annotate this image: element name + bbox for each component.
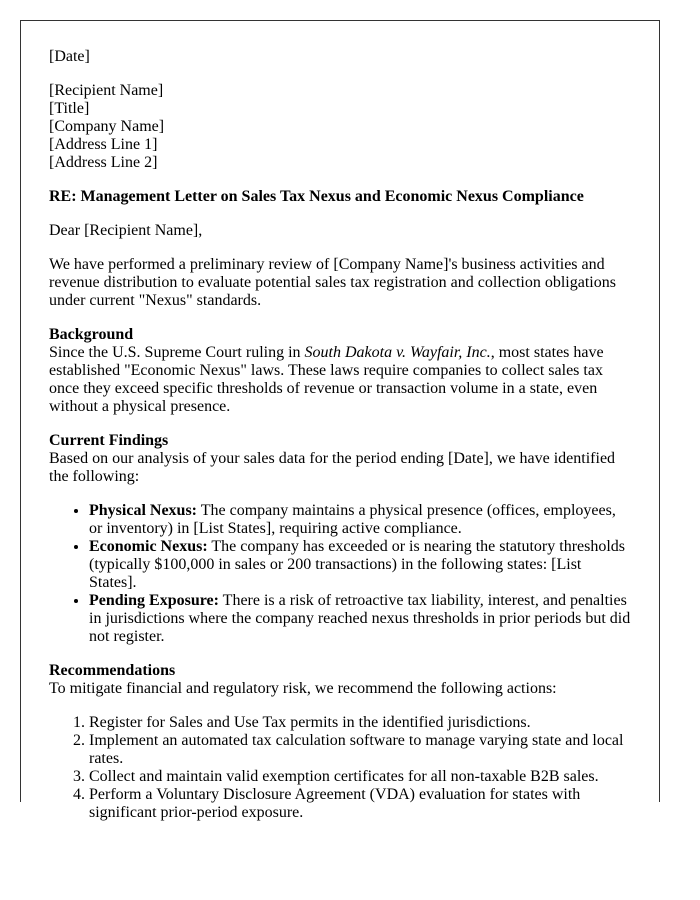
background-section [49, 326, 631, 416]
finding-label: Economic Nexus: [89, 538, 208, 555]
case-name: South Dakota v. Wayfair, Inc. [304, 344, 491, 361]
list-item [89, 538, 631, 592]
recommendations-list [49, 714, 631, 822]
background-heading: Background [49, 326, 134, 343]
list-item [89, 592, 631, 646]
background-text-1: Since the U.S. Supreme Court ruling in [49, 344, 305, 361]
findings-intro: Based on our analysis of your sales data for the period ending [Date], we have identified the following: [49, 450, 616, 485]
findings-list [49, 502, 631, 646]
recipient-title: [Title] [49, 100, 90, 117]
findings-section [49, 432, 631, 486]
subject-line: RE: Management Letter on Sales Tax Nexus and Economic Nexus Compliance [49, 188, 584, 205]
finding-label: Pending Exposure: [89, 592, 219, 609]
list-item: 4. Perform a Voluntary Disclosure Agreement (VDA) evaluation for states with significant prior-period exposure. [89, 786, 631, 822]
recipient-address-2: [Address Line 2] [49, 154, 158, 171]
list-item: 2. Implement an automated tax calculation software to manage varying state and local rates. [89, 732, 631, 768]
finding-label: Physical Nexus: [89, 502, 197, 519]
letter-page [20, 20, 660, 821]
finding-text: The company has exceeded or is nearing the statutory thresholds (typically $100,000 in sales or 200 transactions) in the following states: [List States]. [89, 538, 626, 591]
recipient-block [49, 82, 631, 172]
list-item: 1. Register for Sales and Use Tax permits in the identified jurisdictions. [89, 714, 631, 732]
finding-text: The company maintains a physical presence (offices, employees, or inventory) in [List States], requiring active compliance. [89, 502, 616, 537]
recommendations-heading: Recommendations [49, 662, 176, 679]
list-item [89, 502, 631, 538]
background-text-2: , most states have established "Economic Nexus" laws. These laws require companies to collect sales tax once they exceed specific thresholds of revenue or transaction volume in a state, even without a physical presence. [49, 344, 604, 415]
intro-paragraph: We have performed a preliminary review of [Company Name]'s business activities and revenue distribution to evaluate potential sales tax registration and collection obligations under current "Nexus" standards. [49, 256, 616, 309]
letter-date: [Date] [49, 48, 90, 65]
recommendations-section [49, 662, 631, 698]
findings-heading: Current Findings [49, 432, 169, 449]
recipient-address-1: [Address Line 1] [49, 136, 158, 153]
salutation: Dear [Recipient Name], [49, 222, 203, 239]
recommendations-intro: To mitigate financial and regulatory risk, we recommend the following actions: [49, 680, 557, 697]
finding-text: There is a risk of retroactive tax liability, interest, and penalties in jurisdictions where the company reached nexus thresholds in prior periods but did not register. [89, 592, 631, 645]
recipient-company: [Company Name] [49, 118, 165, 135]
recipient-name: [Recipient Name] [49, 82, 164, 99]
list-item: 3. Collect and maintain valid exemption certificates for all non-taxable B2B sales. [89, 768, 631, 786]
